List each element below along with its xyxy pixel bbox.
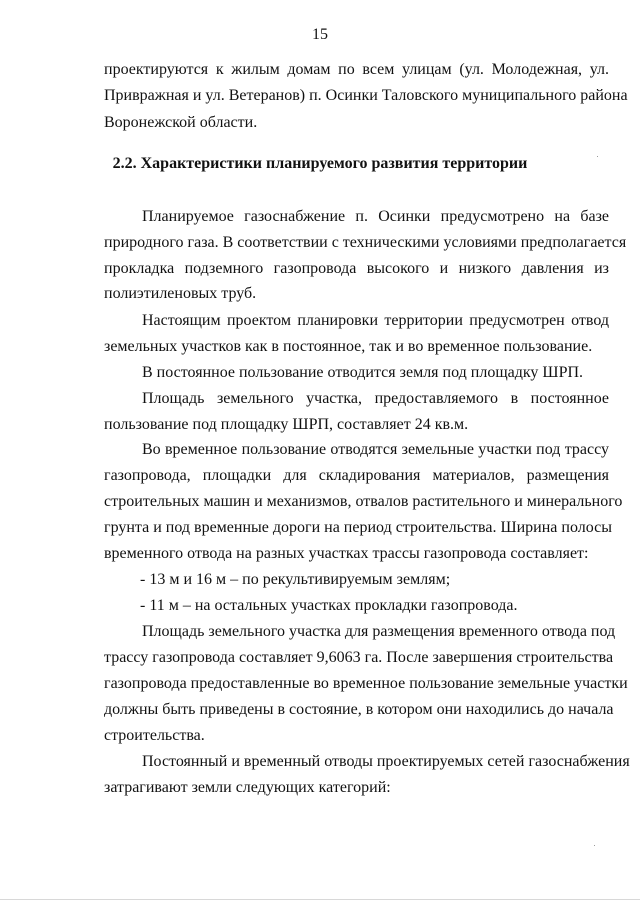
paragraph-line: Настоящим проектом планировки территории предусмотрен отвод (142, 312, 609, 329)
paragraph-line: Планируемое газоснабжение п. Осинки предусмотрено на базе (142, 208, 609, 225)
list-item: - 11 м – на остальных участках прокладки газопровода. (140, 597, 518, 614)
paragraph-line: затрагивают земли следующих категорий: (104, 779, 391, 796)
intro-line: Привражная и ул. Ветеранов) п. Осинки Таловского муниципального района (104, 87, 628, 104)
section-heading: 2.2. Характеристики планируемого развития территории (112, 155, 528, 172)
paragraph-line: полиэтиленовых труб. (104, 285, 257, 302)
paragraph-line: строительства. (104, 727, 205, 744)
paragraph-line: грунта и под временные дороги на период строительства. Ширина полосы (104, 519, 612, 536)
paragraph-line: строительных машин и механизмов, отвалов растительного и минерального (104, 493, 623, 510)
intro-line: проектируются к жилым домам по всем улицам (ул. Молодежная, ул. (104, 61, 609, 78)
paragraph-line: Площадь земельного участка для размещения временного отвода под (142, 623, 616, 640)
scan-speck (594, 845, 595, 846)
paragraph-line: прокладка подземного газопровода высокого и низкого давления из (104, 260, 609, 277)
paragraph-line: временного отвода на разных участках трассы газопровода составляет: (104, 545, 589, 562)
paragraph-line: должны быть приведены в состояние, в котором они находились до начала (104, 701, 614, 718)
paragraph-line: В постоянное пользование отводится земля под площадку ШРП. (142, 364, 584, 381)
paragraph-line: газопровода предоставленные во временное пользование земельные участки (104, 675, 628, 692)
bottom-rule (0, 899, 640, 900)
scan-speck (597, 156, 598, 157)
paragraph-line: пользование под площадку ШРП, составляет 24 кв.м. (104, 416, 469, 433)
paragraph-line: Площадь земельного участка, предоставляемого в постоянное (142, 390, 609, 407)
paragraph-line: природного газа. В соответствии с техническими условиями предполагается (104, 234, 627, 251)
page-number: 15 (312, 26, 328, 43)
paragraph-line: газопровода, площадки для складирования материалов, размещения (104, 467, 609, 484)
paragraph-line: земельных участков как в постоянное, так и во временное пользование. (104, 338, 593, 355)
paragraph-line: Постоянный и временный отводы проектируемых сетей газоснабжения (142, 753, 630, 770)
intro-line: Воронежской области. (104, 114, 258, 131)
list-item: - 13 м и 16 м – по рекультивируемым землям; (140, 571, 451, 588)
paragraph-line: Во временное пользование отводятся земельные участки под трассу (142, 441, 609, 458)
paragraph-line: трассу газопровода составляет 9,6063 га. После завершения строительства (104, 649, 614, 666)
